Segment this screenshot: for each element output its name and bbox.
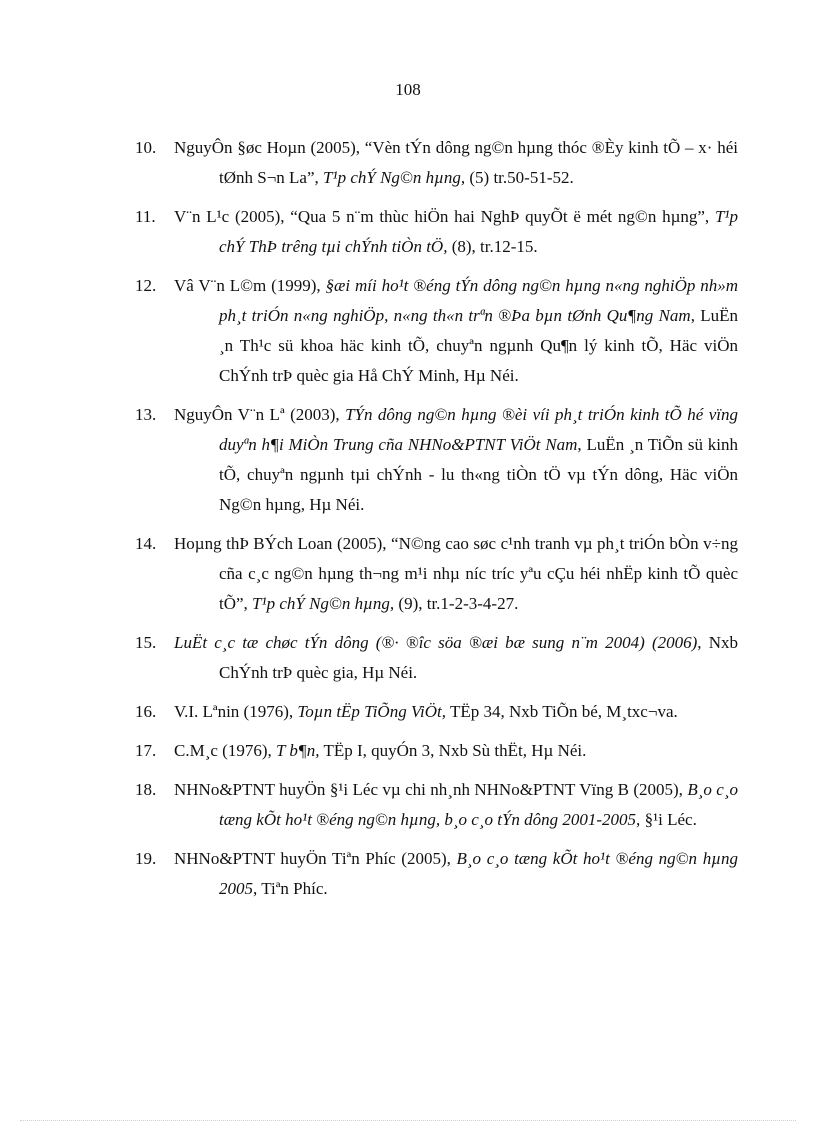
reference-number: 11. <box>135 207 156 226</box>
reference-item-18 <box>135 775 738 835</box>
reference-part: , Nxb ChÝnh trÞ quèc gia, Hµ Néi. <box>219 633 738 682</box>
reference-text <box>174 202 738 262</box>
reference-part: V¨n L¹c (2005), “Qua 5 n¨m thùc hiÖn hai NghÞ quyÕt ë mét ng©n hµng”, <box>174 207 715 226</box>
reference-text <box>174 775 738 835</box>
reference-part-italic: T¹p chÝ ThÞ trêng tµi chÝnh tiÒn tÖ, <box>219 207 738 256</box>
reference-part-italic: T b¶n, <box>275 741 320 760</box>
reference-item-14 <box>135 529 738 619</box>
reference-number: 19. <box>135 849 157 868</box>
reference-part: Hoµng thÞ BÝch Loan (2005), “N©ng cao søc c¹nh tranh vµ ph¸t triÓn bÒn v÷ng cña c¸c ng©n hµng th¬ng m¹i nhµ níc tríc yªu cÇu héi nhËp kinh tÕ quèc tÕ”, <box>174 534 738 613</box>
reference-item-10 <box>135 133 738 193</box>
reference-text <box>174 133 738 193</box>
reference-text <box>174 400 739 520</box>
reference-item-17 <box>135 736 738 766</box>
reference-item-11 <box>135 202 738 262</box>
reference-part: V.I. Lªnin (1976), <box>174 702 298 721</box>
reference-part: NguyÔn §øc Hoµn (2005), “Vèn tÝn dông ng©n hµng thóc ®Èy kinh tÕ – x· héi tØnh S¬n La”, <box>174 138 738 187</box>
reference-number: 14. <box>135 534 157 553</box>
page-number: 108 <box>395 80 421 99</box>
reference-item-16 <box>135 697 738 727</box>
page-bottom-divider <box>20 1120 796 1121</box>
reference-list <box>135 133 738 913</box>
reference-item-13 <box>135 400 738 520</box>
reference-part: , LuËn ¸n Th¹c sü khoa häc kinh tÕ, chuyªn ngµnh Qu¶n lý kinh tÕ, Häc viÖn ChÝnh trÞ quèc gia Hå ChÝ Minh, Hµ Néi. <box>219 306 738 385</box>
reference-number: 10. <box>135 138 157 157</box>
reference-part: (8), tr.12-15. <box>447 237 538 256</box>
reference-number: 15. <box>135 633 157 652</box>
reference-item-15 <box>135 628 738 688</box>
reference-part: , LuËn ¸n TiÕn sü kinh tÕ, chuyªn ngµnh tµi chÝnh - lu th«ng tiÒn tÖ vµ tÝn dông, Häc viÖn Ng©n hµng, Hµ Néi. <box>219 435 739 514</box>
reference-part: NHNo&PTNT huyÖn Tiªn Phíc (2005), <box>174 849 457 868</box>
reference-part-italic: LuËt c¸c tæ chøc tÝn dông (®· ®îc söa ®æi bæ sung n¨m 2004) (2006) <box>174 633 698 652</box>
reference-text <box>174 628 738 688</box>
reference-part-italic: B¸o c¸o tæng kÕt ho¹t ®éng ng©n hµng 2005 <box>219 849 738 898</box>
reference-part-italic: T¹p chÝ Ng©n hµng, <box>252 594 395 613</box>
reference-part-italic: §æi míi ho¹t ®éng tÝn dông ng©n hµng n«ng nghiÖp nh»m ph¸t triÓn n«ng nghiÖp, n«ng th«n trªn ®Þa bµn tØnh Qu¶ng Nam <box>219 276 738 325</box>
reference-item-12 <box>135 271 738 391</box>
reference-text <box>174 529 738 619</box>
reference-text <box>174 844 738 904</box>
reference-item-19 <box>135 844 738 904</box>
reference-part: , Tiªn Phíc. <box>253 879 328 898</box>
reference-text <box>174 271 738 391</box>
reference-part-italic: B¸o c¸o tæng kÕt ho¹t ®éng ng©n hµng, b¸o c¸o tÝn dông 2001-2005, <box>219 780 738 829</box>
reference-part: C.M¸c (1976), <box>174 741 276 760</box>
reference-part: (5) tr.50-51-52. <box>465 168 574 187</box>
reference-part: TËp 34, Nxb TiÕn bé, M¸txc¬va. <box>446 702 678 721</box>
reference-number: 16. <box>135 702 157 721</box>
reference-part: (9), tr.1-2-3-4-27. <box>394 594 519 613</box>
reference-text <box>174 697 738 727</box>
reference-number: 12. <box>135 276 157 295</box>
reference-part: §¹i Léc. <box>644 810 697 829</box>
reference-part-italic: TÝn dông ng©n hµng ®èi víi ph¸t triÓn kinh tÕ hé vïng duyªn h¶i MiÒn Trung cña NHNo&PTNT ViÖt Nam <box>219 405 738 454</box>
reference-part: NguyÔn V¨n Lª (2003), <box>174 405 346 424</box>
reference-part: NHNo&PTNT huyÖn §¹i Léc vµ chi nh¸nh NHNo&PTNT Vïng B (2005), <box>174 780 688 799</box>
reference-part-italic: Toµn tËp TiÕng ViÖt, <box>297 702 447 721</box>
reference-number: 17. <box>135 741 157 760</box>
reference-part: Vâ V¨n L©m (1999), <box>174 276 326 295</box>
reference-part-italic: T¹p chÝ Ng©n hµng, <box>323 168 466 187</box>
reference-part: TËp I, quyÓn 3, Nxb Sù thËt, Hµ Néi. <box>319 741 587 760</box>
reference-text <box>174 736 738 766</box>
reference-number: 18. <box>135 780 157 799</box>
reference-number: 13. <box>135 405 157 424</box>
